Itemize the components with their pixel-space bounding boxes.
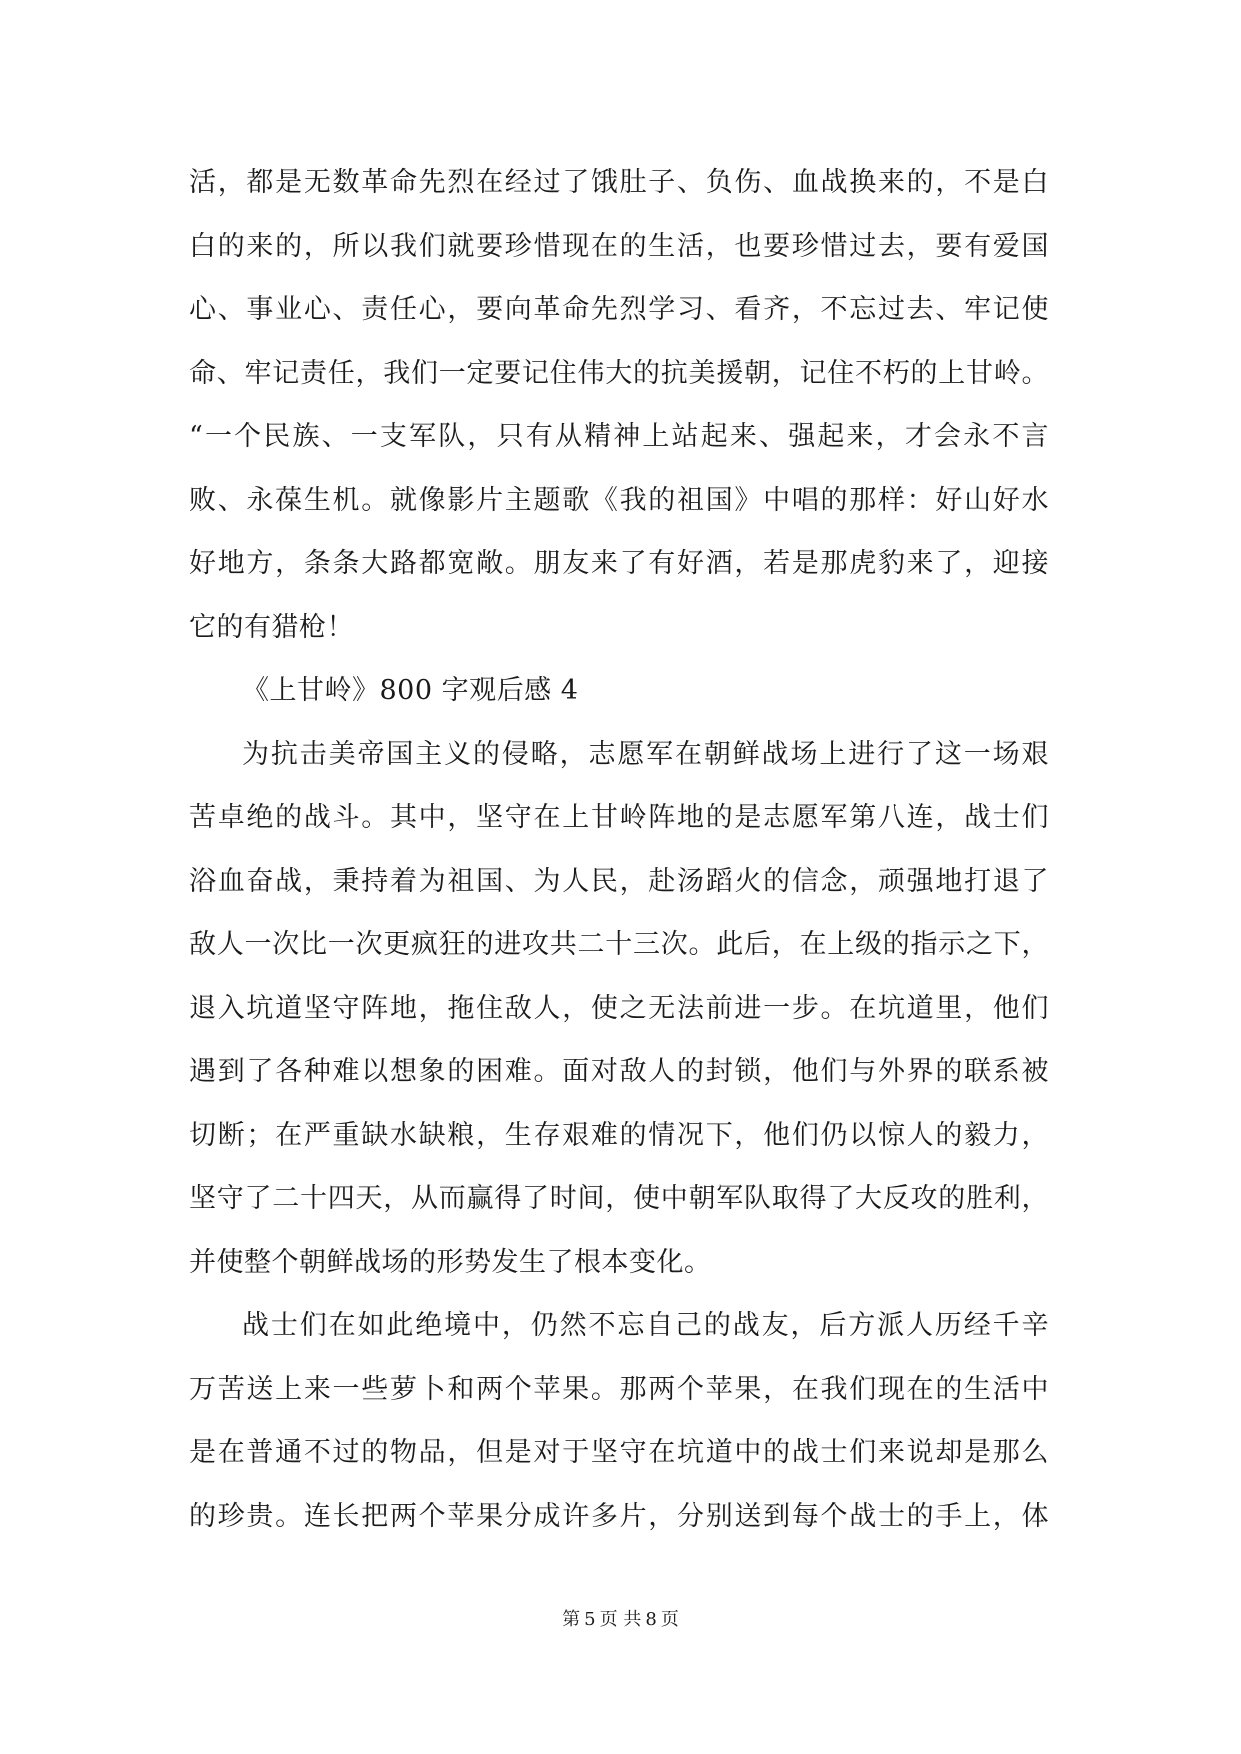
text-line: 命、牢记责任，我们一定要记住伟大的抗美援朝，记住不朽的上甘岭。 — [189, 357, 1049, 389]
text-line: 它的有猎枪！ — [189, 611, 354, 643]
footer-page-number: 5 — [584, 1609, 596, 1630]
footer-suffix: 页 — [660, 1609, 679, 1630]
text-line: 好地方，条条大路都宽敞。朋友来了有好酒，若是那虎豹来了，迎接 — [189, 548, 1049, 579]
text-line: 坚守了二十四天，从而赢得了时间，使中朝军队取得了大反攻的胜利， — [189, 1183, 1049, 1214]
text-line: 退入坑道坚守阵地，拖住敌人，使之无法前进一步。在坑道里，他们 — [189, 992, 1049, 1024]
text-line: 是在普通不过的物品，但是对于坚守在坑道中的战士们来说却是那么 — [189, 1437, 1049, 1468]
text-line: 为抗击美帝国主义的侵略，志愿军在朝鲜战场上进行了这一场艰 — [242, 738, 1049, 770]
text-line: 战士们在如此绝境中，仍然不忘自己的战友，后方派人历经千辛 — [242, 1310, 1049, 1341]
text-line: 敌人一次比一次更疯狂的进攻共二十三次。此后，在上级的指示之下， — [189, 929, 1049, 960]
text-line: 的珍贵。连长把两个苹果分成许多片，分别送到每个战士的手上，体 — [189, 1500, 1049, 1532]
text-line: 浴血奋战，秉持着为祖国、为人民，赴汤蹈火的信念，顽强地打退了 — [189, 865, 1049, 897]
text-line: 活，都是无数革命先烈在经过了饿肚子、负伤、血战换来的，不是白 — [189, 167, 1049, 198]
text-line: 并使整个朝鲜战场的形势发生了根本变化。 — [189, 1246, 712, 1278]
page-footer — [0, 1608, 1241, 1632]
text-line: 心、事业心、责任心，要向革命先烈学习、看齐，不忘过去、牢记使 — [189, 294, 1049, 325]
footer-middle: 页 共 — [599, 1609, 642, 1630]
footer-prefix: 第 — [562, 1609, 581, 1630]
text-line: “一个民族、一支军队，只有从精神上站起来、强起来，才会永不言 — [189, 421, 1049, 452]
text-line: 万苦送上来一些萝卜和两个苹果。那两个苹果，在我们现在的生活中 — [189, 1373, 1049, 1405]
text-line: 遇到了各种难以想象的困难。面对敌人的封锁，他们与外界的联系被 — [189, 1056, 1049, 1087]
footer-total-pages: 8 — [645, 1609, 657, 1630]
text-line: 败、永葆生机。就像影片主题歌《我的祖国》中唱的那样：好山好水 — [189, 484, 1049, 516]
text-line: 切断；在严重缺水缺粮，生存艰难的情况下，他们仍以惊人的毅力， — [189, 1119, 1049, 1151]
document-body — [189, 151, 1049, 1548]
section-heading: 《上甘岭》800 字观后感 4 — [242, 675, 579, 706]
text-line: 白的来的，所以我们就要珍惜现在的生活，也要珍惜过去，要有爱国 — [189, 230, 1049, 262]
text-line: 苦卓绝的战斗。其中，坚守在上甘岭阵地的是志愿军第八连，战士们 — [189, 802, 1049, 833]
